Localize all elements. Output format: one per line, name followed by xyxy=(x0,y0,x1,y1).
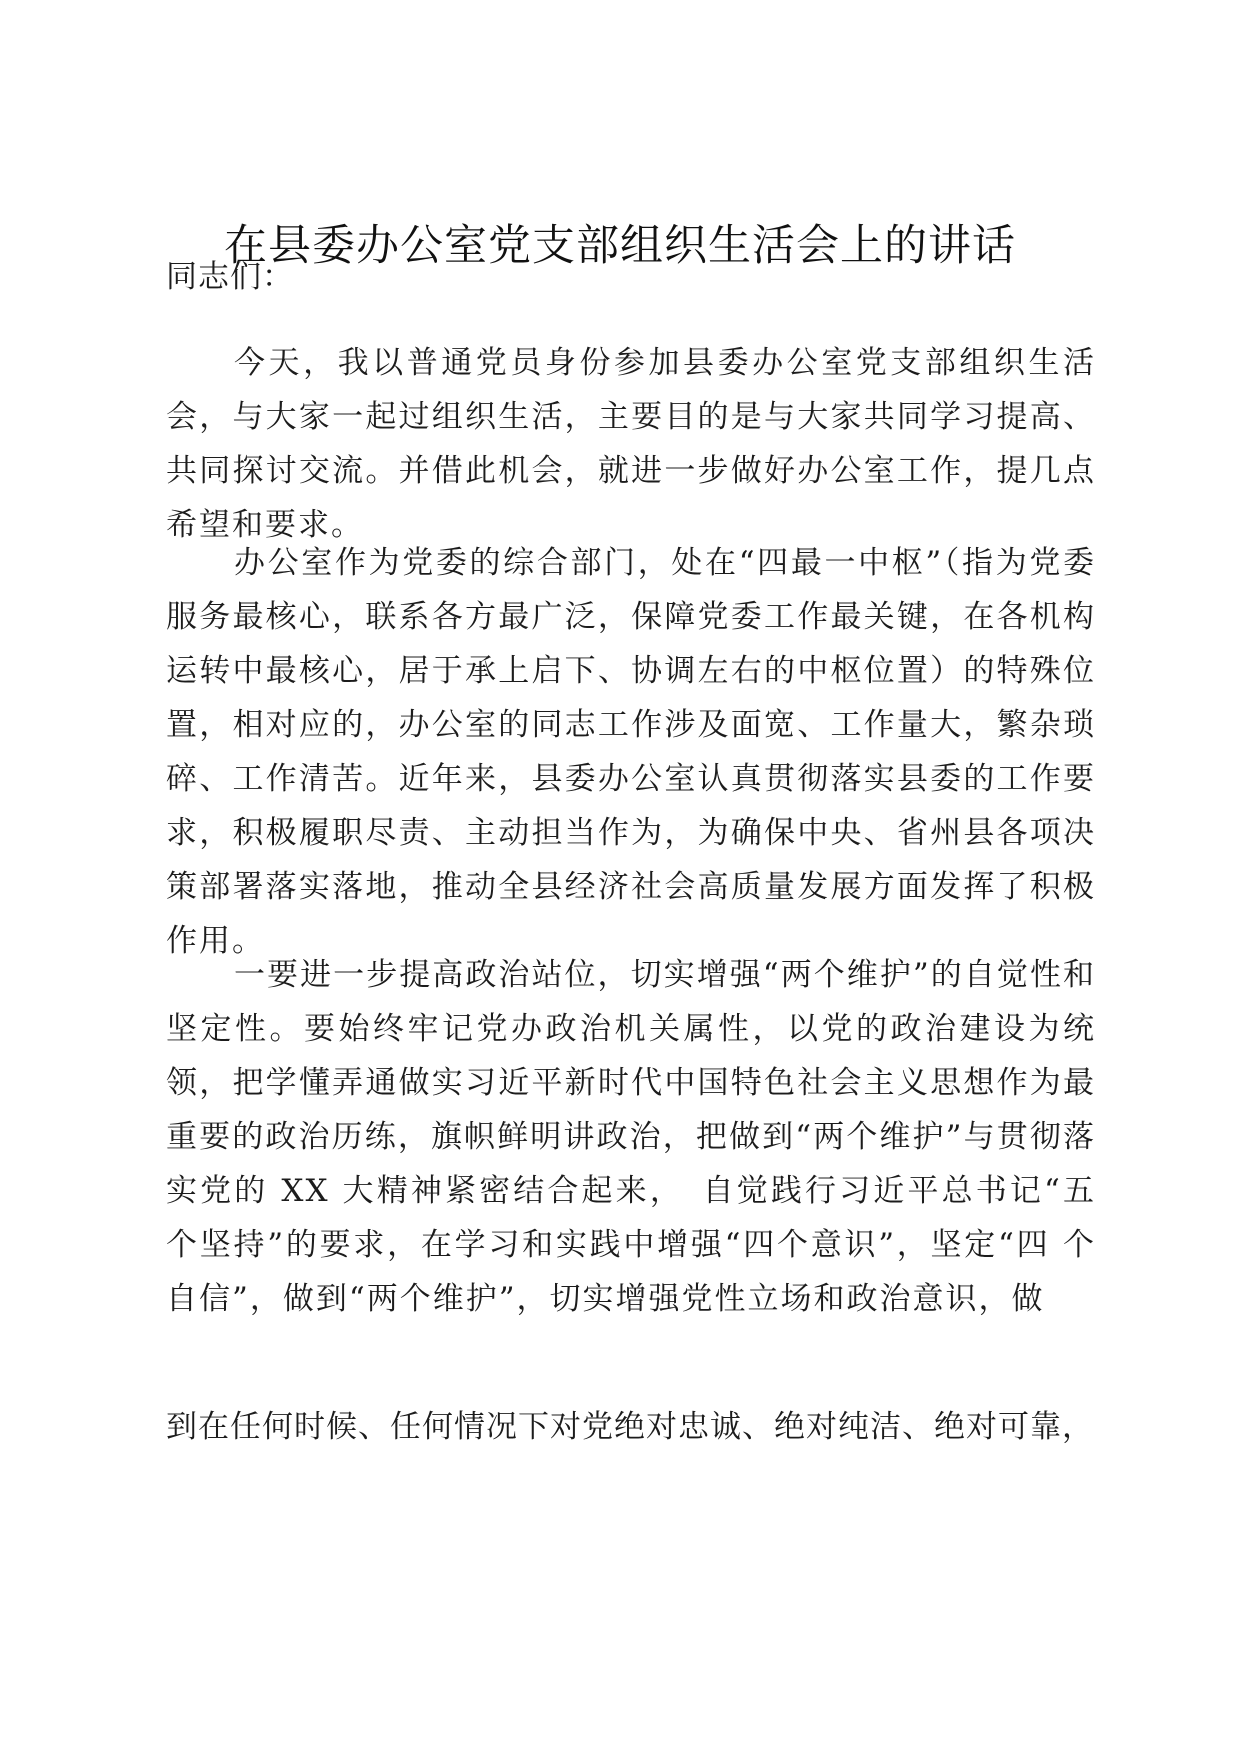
paragraph-political-stance: 一要进一步提高政治站位，切实增强“两个维护”的自觉性和坚定性。要始终牢记党办政治机关属性，以党的政治建设为统领，把学懂弄通做实习近平新时代中国特色社会主义思想作为最重要的政治历练，旗帜鲜明讲政治，把做到“两个维护”与贯彻落实党的 XX 大精神紧密结合起来， 自觉践行习近平总书记“五 个坚持”的要求，在学习和实践中增强“四个意识”，坚定“四 个自信”，做到“两个维护”，切实增强党性立场和政治意识，做 xyxy=(166,957,1096,1317)
paragraph-office-role: 办公室作为党委的综合部门，处在“四最一中枢”（指为党委服务最核心，联系各方最广泛，保障党委工作最关键，在各机构运转中最核心，居于承上启下、协调左右的中枢位置）的特殊位置，相对应的，办公室的同志工作涉及面宽、工作量大，繁杂琐碎、工作清苦。近年来，县委办公室认真贯彻落实县委的工作要求，积极履职尽责、主动担当作为，为确保中央、省州县各项决策部署落实落地，推动全县经济社会高质量发展方面发挥了积极作用。 xyxy=(166,545,1096,959)
salutation: 同志们： xyxy=(166,259,294,295)
paragraph-intro: 今天，我以普通党员身份参加县委办公室党支部组织生活会，与大家一起过组织生活，主要目的是与大家共同学习提高、共同探讨交流。并借此机会，就进一步做好办公室工作，提几点希望和要求。 xyxy=(166,345,1096,543)
paragraph-continuation-line: 到在任何时候、任何情况下对党绝对忠诚、绝对纯洁、绝对可靠， xyxy=(166,1409,1094,1445)
document-title: 在县委办公室党支部组织生活会上的讲话 xyxy=(224,221,1016,271)
